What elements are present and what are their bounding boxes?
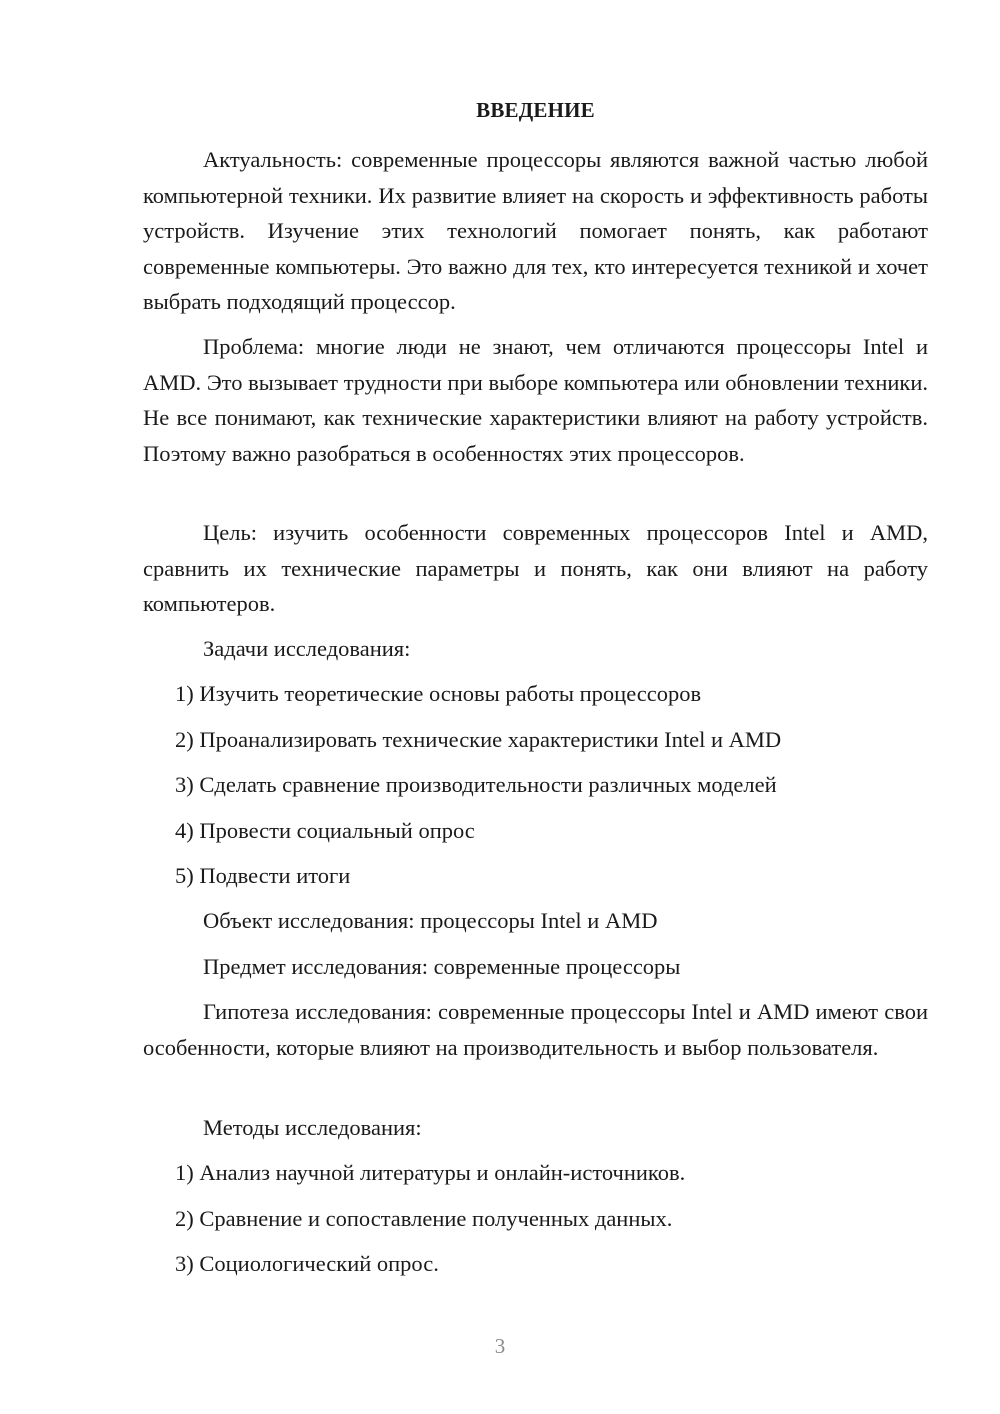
- paragraph-goal: Цель: изучить особенности современных процессоров Intel и AMD, сравнить их технические параметры и понять, как они влияют на работу компьютеров.: [143, 520, 928, 616]
- method-item: 1) Анализ научной литературы и онлайн-источников.: [175, 1160, 686, 1185]
- paragraph-hypothesis: Гипотеза исследования: современные процессоры Intel и AMD имеют свои особенности, которые влияют на производительность и выбор пользователя.: [143, 999, 928, 1060]
- task-item: 2) Проанализировать технические характеристики Intel и AMD: [175, 727, 782, 752]
- paragraph-subject: Предмет исследования: современные процессоры: [203, 954, 681, 979]
- paragraph-relevance: Актуальность: современные процессоры являются важной частью любой компьютерной техники. Их развитие влияет на скорость и эффективность работы устройств. Изучение этих технологий помогает понять, как работают современные компьютеры. Это важно для тех, кто интересуется техникой и хочет выбрать подходящий процессор.: [143, 147, 928, 314]
- paragraph-object: Объект исследования: процессоры Intel и AMD: [203, 908, 658, 933]
- page-number: 3: [494, 1334, 506, 1358]
- task-item: 5) Подвести итоги: [175, 863, 351, 888]
- method-item: 2) Сравнение и сопоставление полученных данных.: [175, 1206, 673, 1231]
- section-title: ВВЕДЕНИЕ: [476, 98, 595, 122]
- method-item: 3) Социологический опрос.: [175, 1251, 439, 1276]
- task-item: 1) Изучить теоретические основы работы процессоров: [175, 681, 702, 706]
- task-item: 4) Провести социальный опрос: [175, 818, 475, 843]
- task-item: 3) Сделать сравнение производительности различных моделей: [175, 772, 777, 797]
- methods-heading: Методы исследования:: [203, 1115, 422, 1140]
- tasks-heading: Задачи исследования:: [203, 636, 411, 661]
- paragraph-problem: Проблема: многие люди не знают, чем отличаются процессоры Intel и AMD. Это вызывает трудности при выборе компьютера или обновлении техники. Не все понимают, как технические характеристики влияют на работу устройств. Поэтому важно разобраться в особенностях этих процессоров.: [143, 334, 928, 466]
